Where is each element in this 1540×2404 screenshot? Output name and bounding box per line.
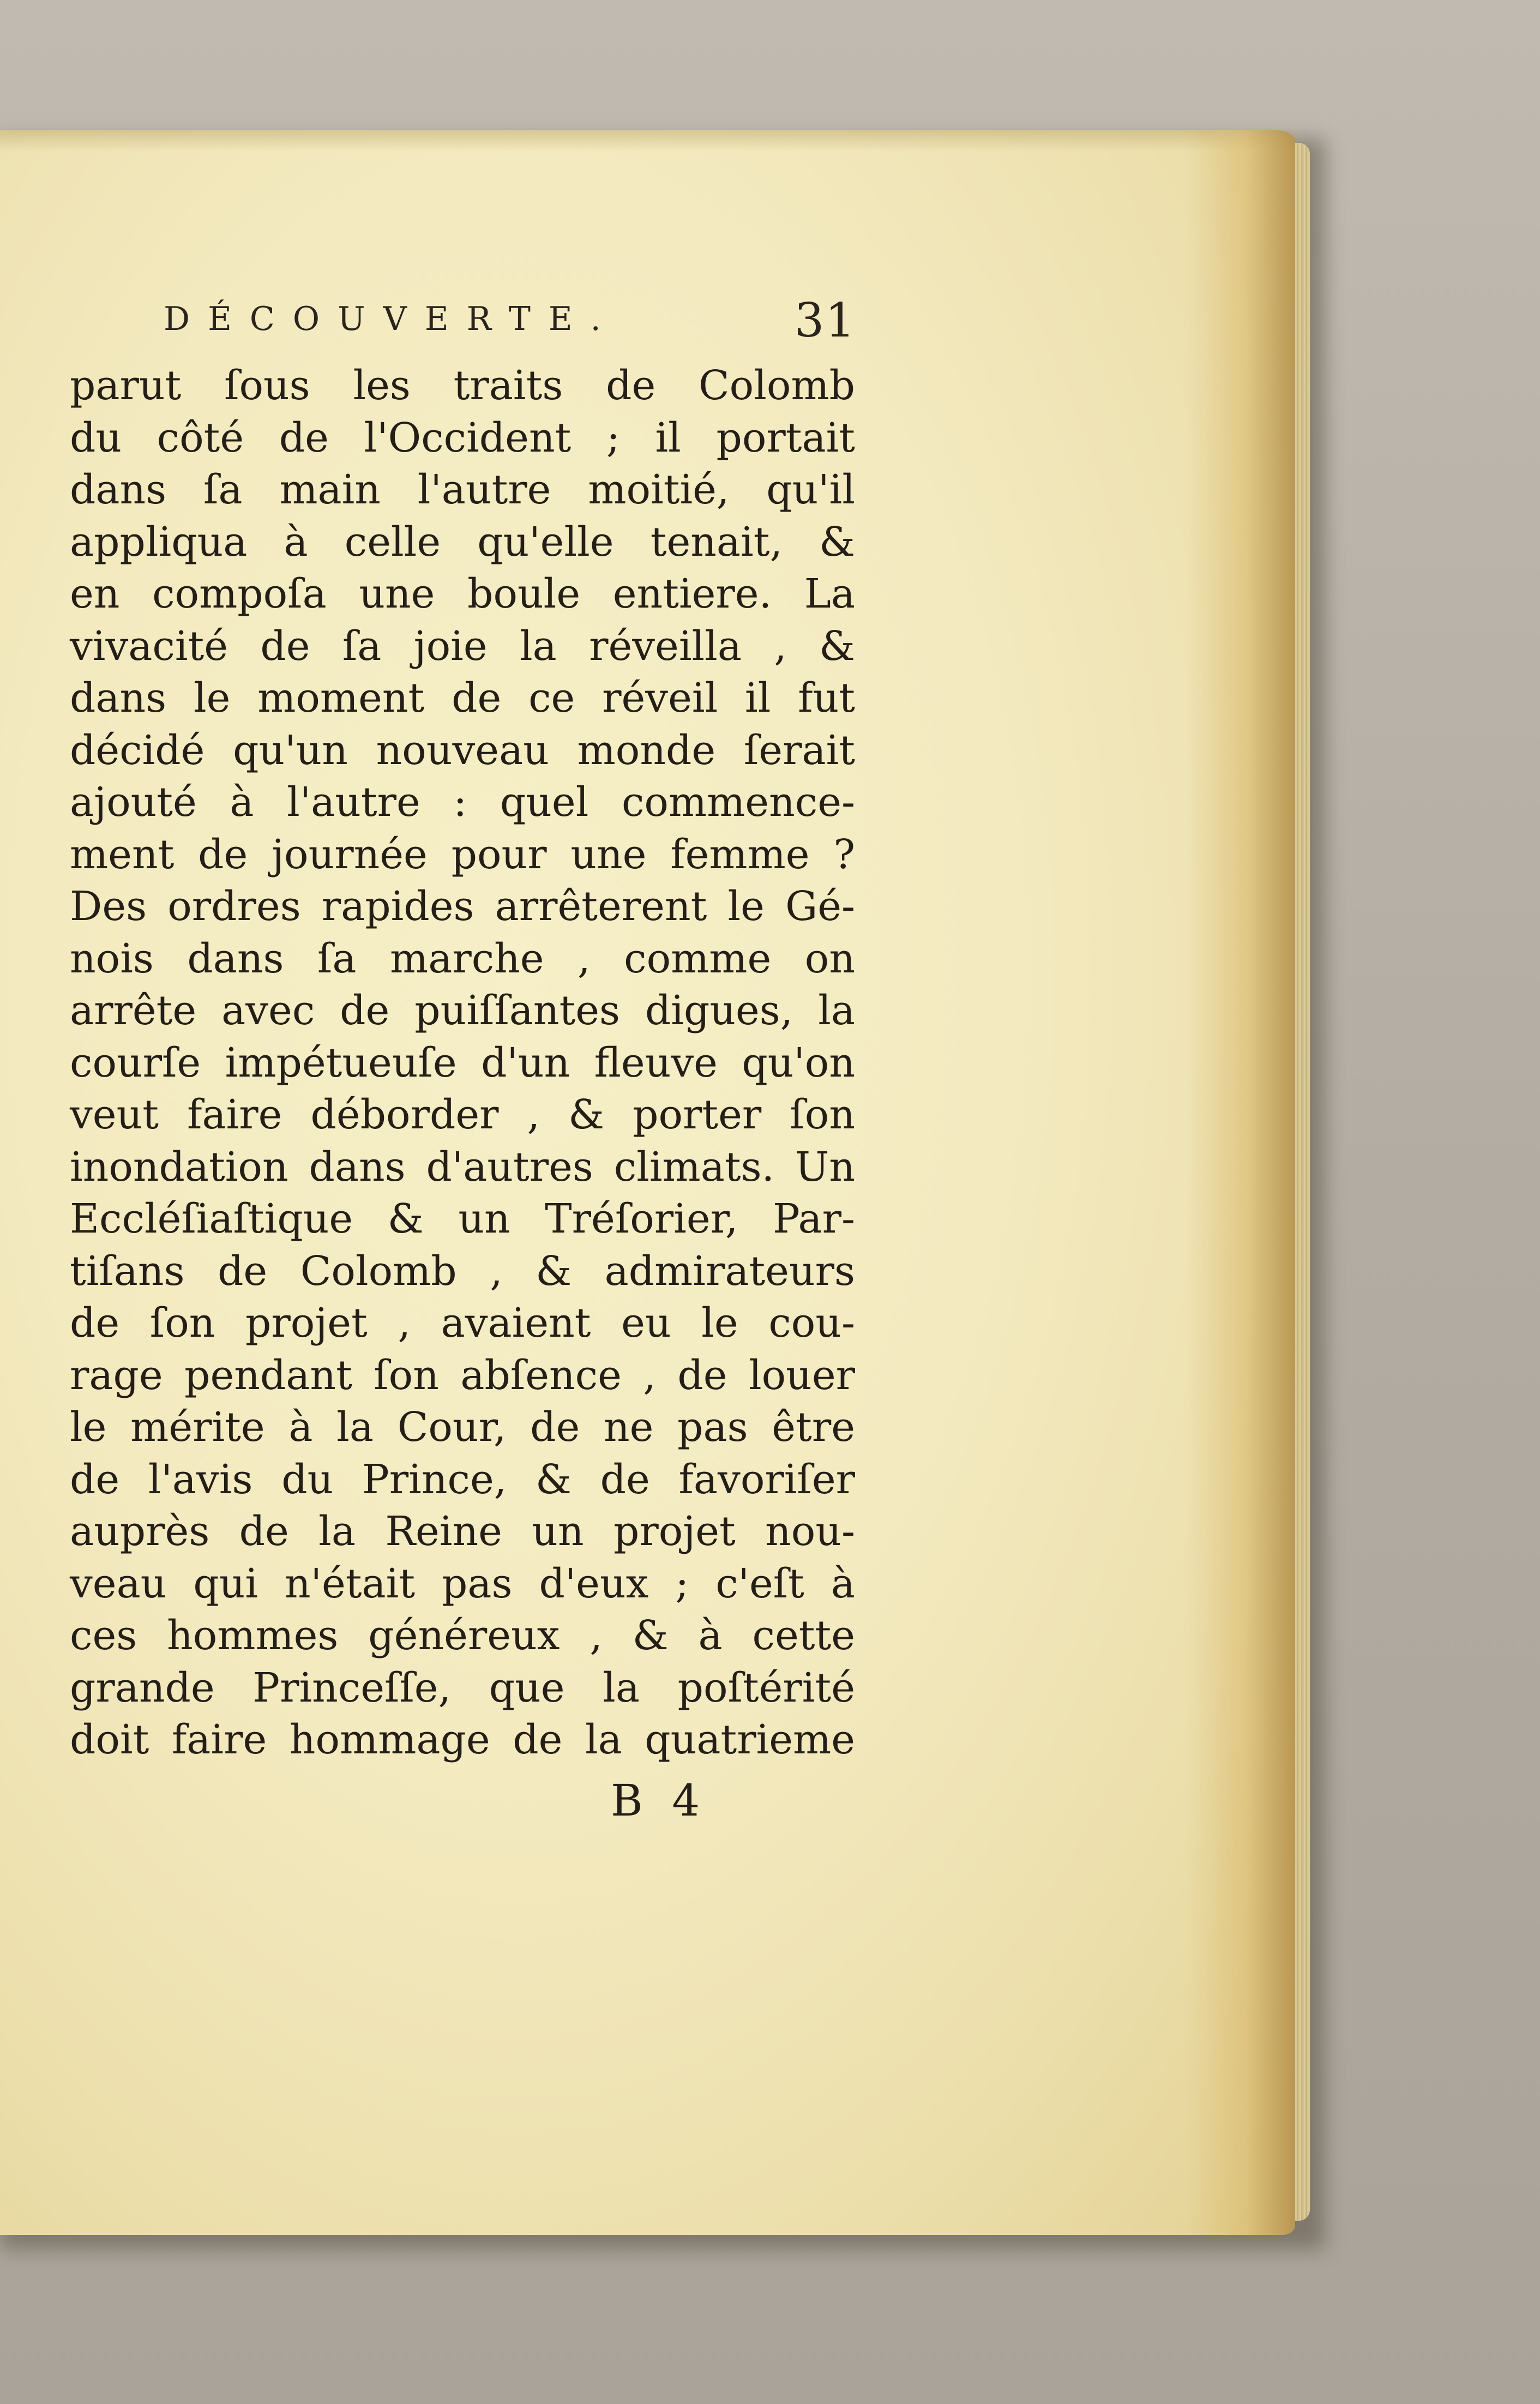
page-header	[164, 293, 856, 349]
page-foxed-edge	[1186, 130, 1295, 2235]
text-line: tiſans de Colomb , & admirateurs	[70, 1247, 855, 1295]
text-line: ajouté à l'autre : quel commence-	[70, 779, 855, 826]
signature-mark: B 4	[611, 1775, 708, 1826]
text-line: nois dans ſa marche , comme on	[70, 935, 855, 982]
text-line: décidé qu'un nouveau monde ſerait	[70, 726, 855, 774]
running-head: DÉCOUVERTE.	[164, 300, 619, 338]
text-line: inondation dans d'autres climats. Un	[70, 1143, 855, 1191]
text-line: dans le moment de ce réveil il fut	[70, 675, 855, 722]
text-line: appliqua à celle qu'elle tenait, &	[70, 518, 855, 566]
text-line: ment de journée pour une femme ?	[70, 831, 855, 878]
text-line: courſe impétueuſe d'un fleuve qu'on	[70, 1039, 855, 1086]
body-text	[70, 360, 855, 1766]
text-line: du côté de l'Occident ; il portait	[70, 414, 855, 461]
text-line: parut ſous les traits de Colomb	[70, 362, 855, 409]
text-line: dans ſa main l'autre moitié, qu'il	[70, 466, 855, 513]
text-line: auprès de la Reine un projet nou-	[70, 1508, 855, 1555]
text-line: Des ordres rapides arrêterent le Gé-	[70, 883, 855, 930]
text-line: rage pendant ſon abſence , de louer	[70, 1351, 855, 1399]
text-line: de l'avis du Prince, & de favoriſer	[70, 1456, 855, 1503]
text-line: veut faire déborder , & porter ſon	[70, 1091, 855, 1138]
text-line: en compoſa une boule entiere. La	[70, 570, 855, 617]
text-line: arrête avec de puiſſantes digues, la	[70, 987, 855, 1034]
text-line: ces hommes généreux , & à cette	[70, 1612, 855, 1659]
page-number: 31	[794, 293, 856, 348]
text-line: doit faire hommage de la quatrieme	[70, 1716, 855, 1763]
text-line: grande Princeſſe, que la poſtérité	[70, 1664, 855, 1711]
text-line: Eccléſiaſtique & un Tréſorier, Par-	[70, 1195, 855, 1242]
text-line: de ſon projet , avaient eu le cou-	[70, 1300, 855, 1347]
text-line: vivacité de ſa joie la réveilla , &	[70, 622, 855, 670]
page-top-edge	[0, 130, 1295, 152]
text-line: le mérite à la Cour, de ne pas être	[70, 1404, 855, 1451]
text-line: veau qui n'était pas d'eux ; c'eſt à	[70, 1560, 855, 1607]
